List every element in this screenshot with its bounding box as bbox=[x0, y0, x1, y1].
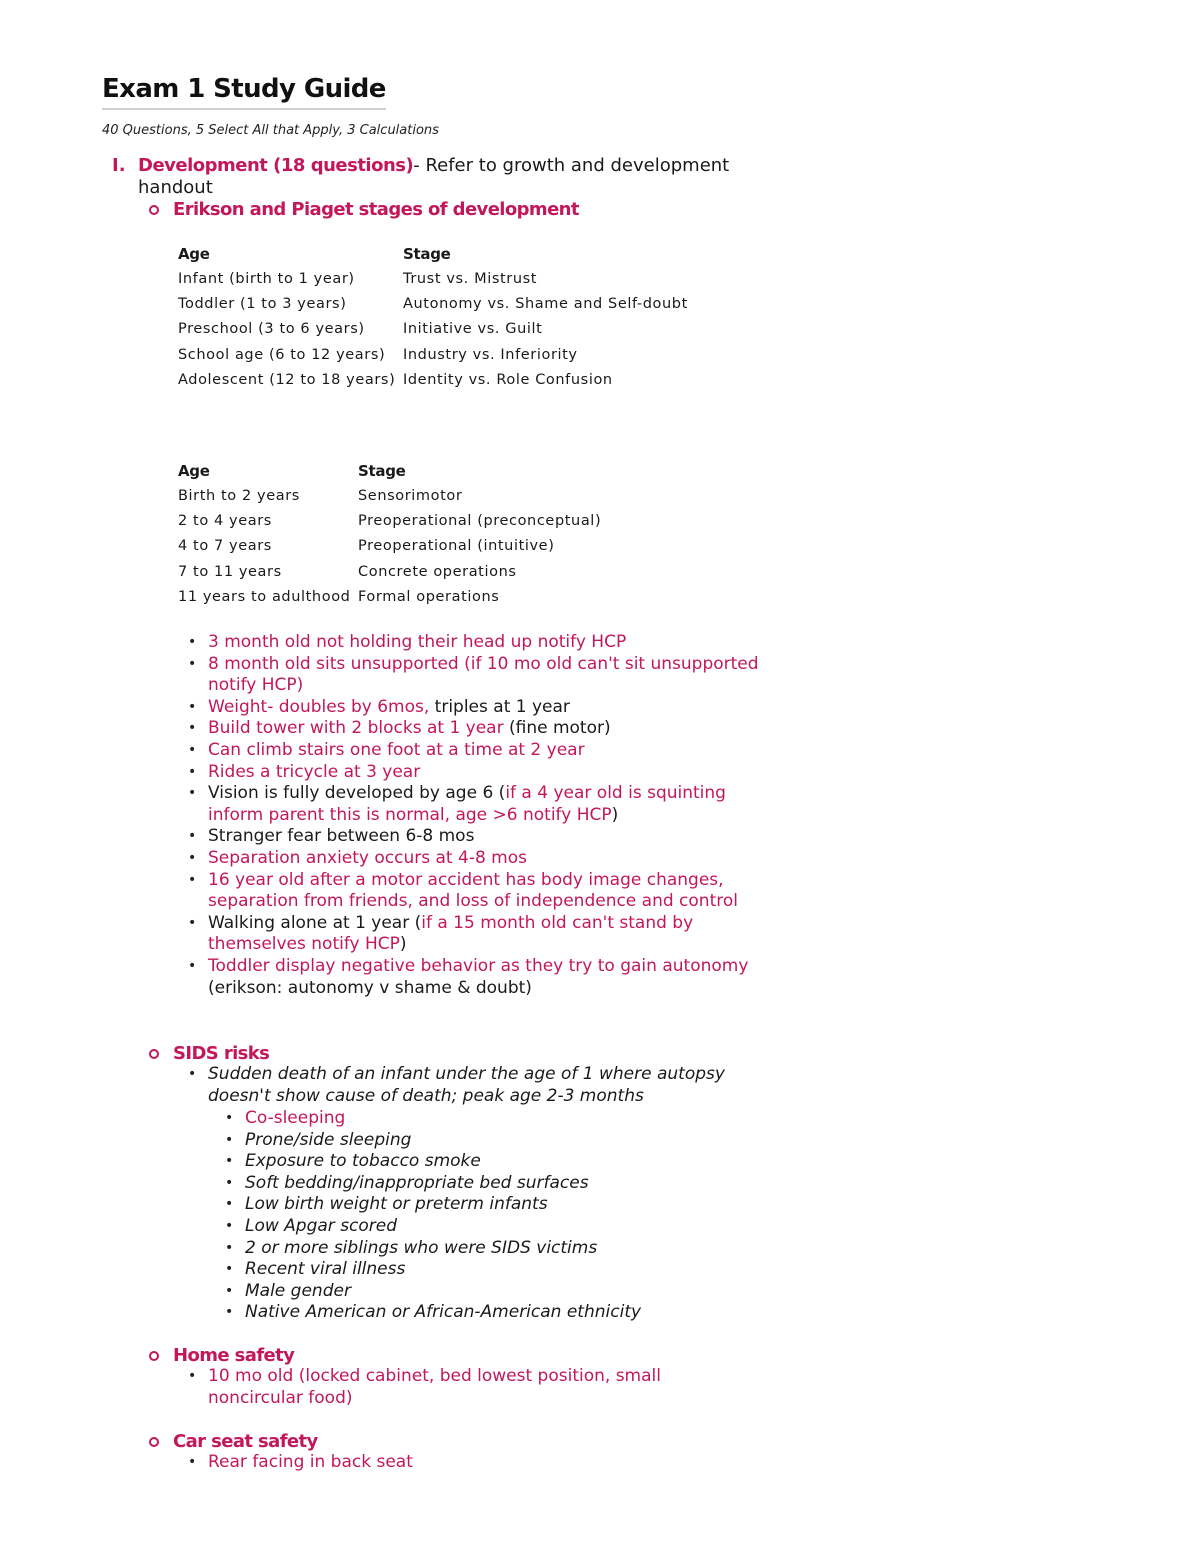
table-cell: Preschool (3 to 6 years) bbox=[178, 321, 365, 338]
car-seat-heading bbox=[173, 1431, 318, 1452]
sids-risk: Prone/side sleeping bbox=[245, 1129, 412, 1150]
bullet-text: Walking alone at 1 year ( bbox=[208, 912, 422, 933]
list-item bbox=[188, 697, 768, 719]
list-item bbox=[225, 1130, 785, 1152]
table-cell: Infant (birth to 1 year) bbox=[178, 270, 355, 287]
list-item bbox=[225, 1151, 785, 1173]
table-row bbox=[178, 508, 658, 533]
sids-risk: Recent viral illness bbox=[245, 1259, 406, 1280]
section-number: I. bbox=[112, 155, 126, 176]
bullet-text-pink: if a 15 month old can't stand by themselves notify HCP bbox=[208, 912, 694, 955]
sids-risk: Low Apgar scored bbox=[245, 1215, 398, 1236]
table-cell: 2 to 4 years bbox=[178, 513, 272, 530]
list-item bbox=[225, 1194, 785, 1216]
home-safety-list bbox=[188, 1366, 708, 1409]
sids-risk: Male gender bbox=[245, 1280, 351, 1301]
table-header: Stage bbox=[358, 461, 406, 480]
sids-risk: Soft bedding/inappropriate bed surfaces bbox=[245, 1172, 589, 1193]
bullet-text-pink: Can climb stairs one foot at a time at 2 year bbox=[208, 739, 585, 760]
bullet-text-pink: Weight- doubles by 6mos, bbox=[208, 696, 430, 717]
bullet-text-pink: Separation anxiety occurs at 4-8 mos bbox=[208, 847, 527, 868]
list-item bbox=[188, 1452, 708, 1474]
sids-definition: Sudden death of an infant under the age of 1 where autopsy doesn't show cause of death; peak age 2-3 months bbox=[208, 1064, 725, 1106]
table-header: Age bbox=[178, 244, 210, 263]
table-cell: School age (6 to 12 years) bbox=[178, 346, 386, 363]
table-row bbox=[178, 317, 703, 342]
sids-heading-text: SIDS risks bbox=[173, 1043, 270, 1064]
development-bullets bbox=[188, 632, 768, 999]
home-safety-heading bbox=[173, 1345, 294, 1366]
sids-risk: 2 or more siblings who were SIDS victims bbox=[245, 1237, 598, 1258]
table-cell: Industry vs. Inferiority bbox=[403, 346, 578, 363]
list-item bbox=[188, 848, 768, 870]
table-cell: Formal operations bbox=[358, 589, 500, 606]
list-item bbox=[188, 913, 768, 956]
table-cell: Preoperational (intuitive) bbox=[358, 538, 555, 555]
list-item bbox=[188, 632, 768, 654]
page-subtitle: 40 Questions, 5 Select All that Apply, 3 Calculations bbox=[102, 123, 439, 138]
bullet-text-pink: Build tower with 2 blocks at 1 year bbox=[208, 718, 504, 739]
car-seat-list bbox=[188, 1452, 708, 1474]
list-item bbox=[188, 1064, 768, 1107]
erikson-piaget-heading-text: Erikson and Piaget stages of development bbox=[173, 199, 579, 220]
table-header: Age bbox=[178, 461, 210, 480]
list-item bbox=[225, 1238, 785, 1260]
table-row bbox=[178, 368, 703, 393]
bullet-text-pink: 3 month old not holding their head up notify HCP bbox=[208, 632, 627, 652]
table-row bbox=[178, 585, 658, 610]
sids-risk: Exposure to tobacco smoke bbox=[245, 1151, 481, 1172]
sids-risk: Co-sleeping bbox=[245, 1108, 346, 1128]
bullet-text: Stranger fear between 6-8 mos bbox=[208, 826, 475, 847]
list-item bbox=[225, 1216, 785, 1238]
bullet-text-pink: 16 year old after a motor accident has body image changes, separation from friends, and loss of independence and control bbox=[208, 869, 738, 912]
table-row bbox=[178, 291, 703, 316]
section-title: Development (18 questions) bbox=[138, 155, 414, 176]
table-cell: Trust vs. Mistrust bbox=[403, 270, 538, 287]
list-item bbox=[188, 740, 768, 762]
home-safety-heading-text: Home safety bbox=[173, 1345, 295, 1366]
table-cell: Identity vs. Role Confusion bbox=[403, 372, 613, 389]
bullet-text-pink: Toddler display negative behavior as they try to gain autonomy bbox=[208, 955, 749, 976]
bullet-text: (erikson: autonomy v shame & doubt) bbox=[208, 977, 532, 998]
section-suffix: - Refer to growth and development handout bbox=[138, 155, 730, 198]
circle-bullet-icon bbox=[149, 1351, 159, 1361]
list-item bbox=[188, 762, 768, 784]
bullet-text-pink: if a 4 year old is squinting inform parent this is normal, age >6 notify HCP bbox=[208, 783, 726, 825]
bullet-text-pink: 8 month old sits unsupported (if 10 mo old can't sit unsupported notify HCP) bbox=[208, 653, 759, 696]
erikson-piaget-heading bbox=[173, 199, 579, 220]
table-cell: 7 to 11 years bbox=[178, 563, 282, 580]
car-seat-item: Rear facing in back seat bbox=[208, 1452, 413, 1472]
list-item bbox=[188, 956, 768, 999]
table-row bbox=[178, 559, 658, 584]
piaget-table bbox=[178, 458, 658, 610]
table-cell: 11 years to adulthood bbox=[178, 589, 351, 606]
table-cell: Sensorimotor bbox=[358, 487, 463, 504]
list-item bbox=[225, 1108, 785, 1130]
list-item bbox=[225, 1281, 785, 1303]
list-item bbox=[225, 1259, 785, 1281]
list-item bbox=[225, 1302, 785, 1324]
table-row bbox=[178, 483, 658, 508]
list-item bbox=[188, 1366, 708, 1409]
list-item bbox=[188, 826, 768, 848]
table-row bbox=[178, 534, 658, 559]
sids-definition-list bbox=[188, 1064, 768, 1107]
page-title: Exam 1 Study Guide bbox=[102, 74, 386, 110]
sids-risk-list bbox=[225, 1108, 785, 1324]
table-cell: Adolescent (12 to 18 years) bbox=[178, 372, 396, 389]
list-item bbox=[188, 654, 768, 697]
list-item bbox=[225, 1173, 785, 1195]
table-cell: Concrete operations bbox=[358, 563, 517, 580]
table-cell: Autonomy vs. Shame and Self-doubt bbox=[403, 296, 688, 313]
table-cell: Birth to 2 years bbox=[178, 487, 300, 504]
section-heading bbox=[138, 155, 738, 199]
sids-heading bbox=[173, 1043, 269, 1064]
table-cell: Toddler (1 to 3 years) bbox=[178, 296, 347, 313]
table-header: Stage bbox=[403, 244, 451, 263]
bullet-text: ) bbox=[399, 934, 407, 955]
circle-bullet-icon bbox=[149, 1049, 159, 1059]
erikson-table bbox=[178, 241, 703, 393]
bullet-text: Vision is fully developed by age 6 ( bbox=[208, 783, 506, 804]
circle-bullet-icon bbox=[149, 205, 159, 215]
sids-risk: Native American or African-American ethnicity bbox=[245, 1302, 642, 1323]
bullet-text-pink: Rides a tricycle at 3 year bbox=[208, 761, 421, 782]
home-safety-item: 10 mo old (locked cabinet, bed lowest position, small noncircular food) bbox=[208, 1366, 661, 1408]
list-item bbox=[188, 783, 768, 826]
bullet-text: triples at 1 year bbox=[429, 696, 570, 717]
table-row bbox=[178, 342, 703, 367]
circle-bullet-icon bbox=[149, 1437, 159, 1447]
bullet-text: ) bbox=[611, 804, 619, 825]
sids-risk: Low birth weight or preterm infants bbox=[245, 1194, 548, 1215]
table-row bbox=[178, 266, 703, 291]
car-seat-heading-text: Car seat safety bbox=[173, 1431, 318, 1452]
bullet-text: (fine motor) bbox=[503, 718, 611, 739]
list-item bbox=[188, 718, 768, 740]
list-item bbox=[188, 870, 768, 913]
table-cell: Initiative vs. Guilt bbox=[403, 321, 543, 338]
table-cell: Preoperational (preconceptual) bbox=[358, 513, 602, 530]
table-cell: 4 to 7 years bbox=[178, 538, 272, 555]
